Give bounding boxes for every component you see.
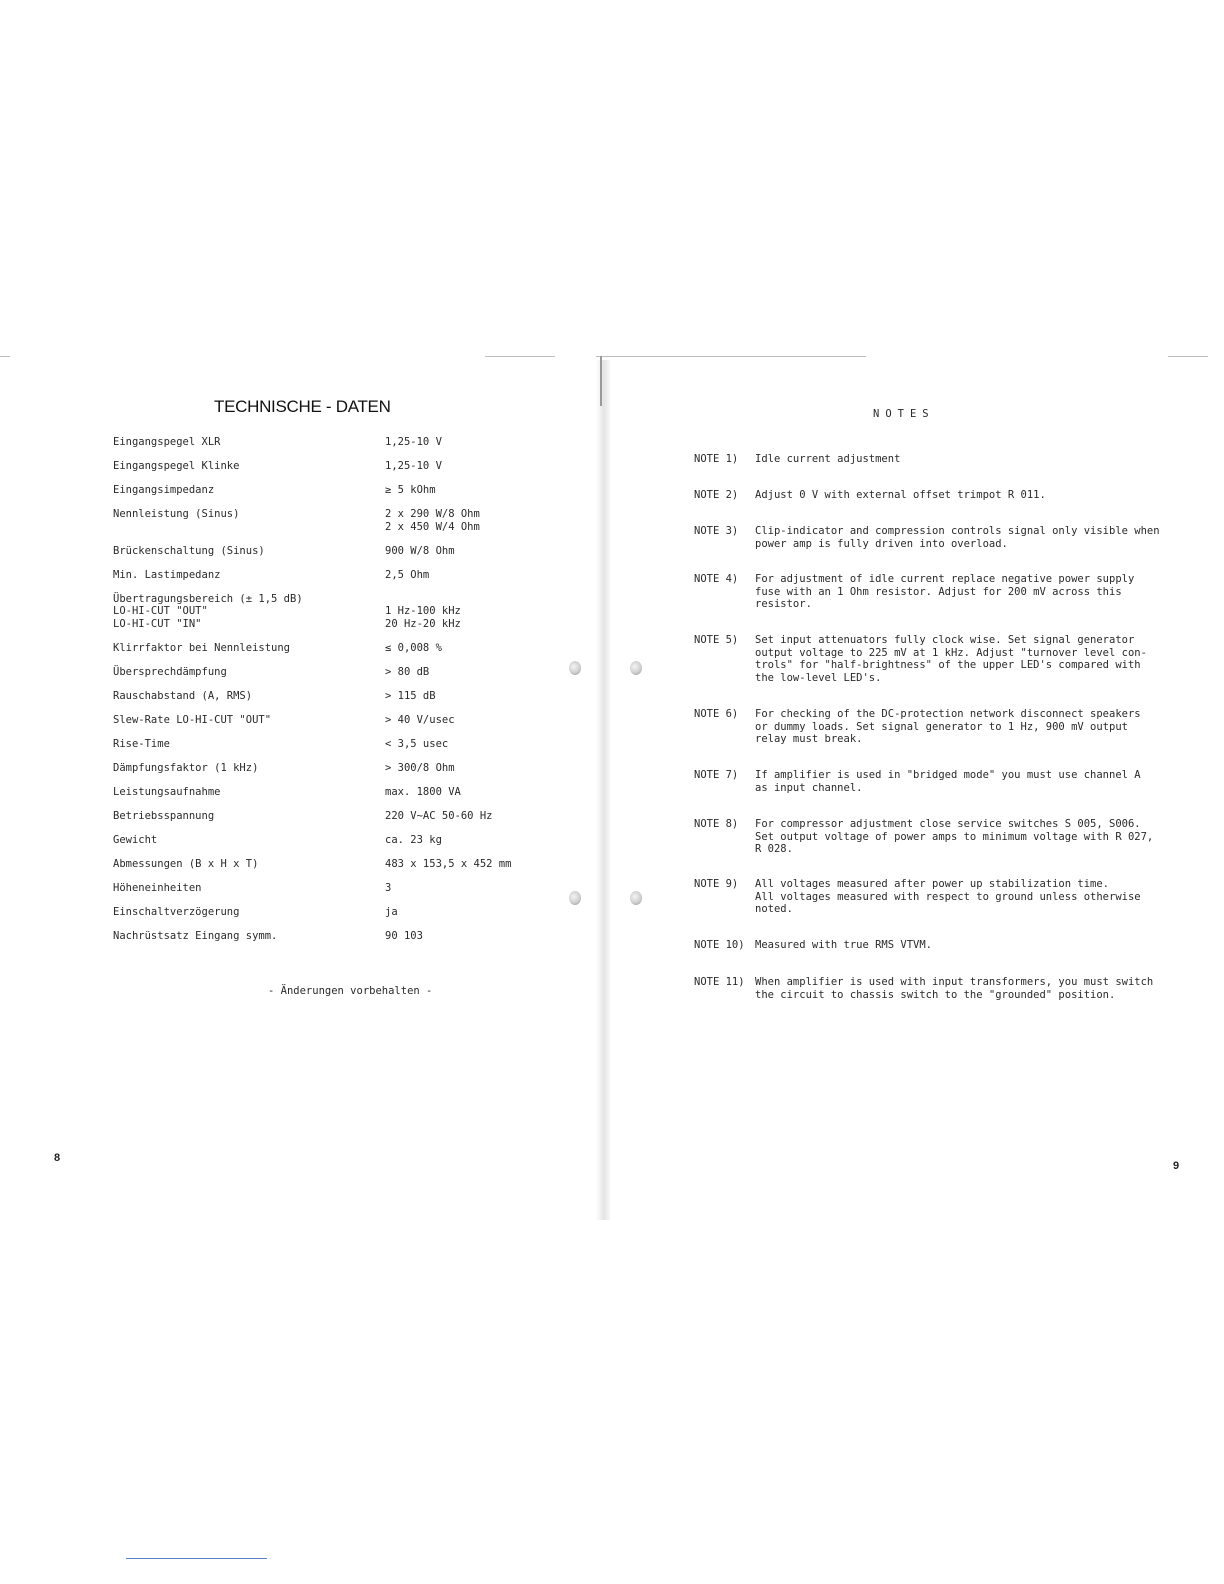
spec-value-line: 1 Hz-100 kHz <box>385 605 461 617</box>
note-item <box>694 708 1155 746</box>
note-text-line: as input channel. <box>755 781 863 794</box>
spec-row <box>113 714 573 727</box>
footer-note: - Änderungen vorbehalten - <box>268 985 433 997</box>
fold-mark <box>600 356 602 406</box>
note-text <box>755 708 1155 746</box>
note-text-line: output voltage to 225 mV at 1 kHz. Adjust "turnover level con- <box>755 646 1147 659</box>
spec-value <box>385 930 423 943</box>
note-text-line: noted. <box>755 903 793 915</box>
spec-label-line: Höheneinheiten <box>113 881 202 894</box>
spec-label-line: Rauschabstand (A, RMS) <box>113 689 253 702</box>
spec-label-line: Rise-Time <box>113 737 170 750</box>
spec-row <box>113 690 573 703</box>
spec-row <box>113 906 573 919</box>
note-item <box>694 634 1155 684</box>
underline-decoration <box>126 1558 267 1559</box>
note-label: NOTE 11) <box>694 976 745 988</box>
spec-label-line: Eingangspegel XLR <box>113 436 221 448</box>
spec-value <box>385 642 442 655</box>
scan-edge-line <box>485 356 555 357</box>
punch-hole <box>630 661 642 675</box>
note-text-line: Measured with true RMS VTVM. <box>755 939 933 951</box>
note-item <box>694 976 1155 1001</box>
spec-value-line: 20 Hz-20 kHz <box>385 617 461 630</box>
note-text <box>755 573 1155 611</box>
note-item <box>694 878 1155 916</box>
spec-value <box>385 786 461 799</box>
spec-row <box>113 810 573 823</box>
spec-label <box>113 882 385 895</box>
spec-value <box>385 738 448 751</box>
note-item <box>694 769 1155 794</box>
spec-value <box>385 714 455 727</box>
spec-value <box>385 858 511 871</box>
note-text-line: the circuit to chassis switch to the "grounded" position. <box>755 988 1116 1001</box>
note-text <box>755 769 1155 794</box>
spec-label <box>113 642 385 655</box>
spec-label <box>113 436 385 449</box>
spec-row <box>113 484 573 497</box>
spec-label-line: LO-HI-CUT "IN" <box>113 617 202 630</box>
spec-value-line: ca. 23 kg <box>385 833 442 846</box>
note-text-line: Set input attenuators fully clock wise. Set signal generator <box>755 634 1135 646</box>
spec-label <box>113 484 385 497</box>
spec-label-line: Nachrüstsatz Eingang symm. <box>113 929 278 942</box>
spec-label-line: Abmessungen (B x H x T) <box>113 857 259 870</box>
note-label: NOTE 7) <box>694 769 739 781</box>
scan-edge-line <box>0 356 10 357</box>
note-text <box>755 489 1155 502</box>
spec-value <box>385 882 391 895</box>
spec-value-line: < 3,5 usec <box>385 737 449 750</box>
spec-label <box>113 714 385 727</box>
spec-value <box>385 460 442 473</box>
spec-value-line: 220 V~AC 50-60 Hz <box>385 809 493 822</box>
spec-label <box>113 593 385 631</box>
spec-row <box>113 436 573 449</box>
note-text-line: R 028. <box>755 843 793 855</box>
spec-value-line: 483 x 153,5 x 452 mm <box>385 857 512 870</box>
spec-value-line: > 115 dB <box>385 689 436 702</box>
spec-label-line: LO-HI-CUT "OUT" <box>113 605 208 617</box>
spec-label-line: Nennleistung (Sinus) <box>113 508 240 520</box>
spec-value-line: ja <box>385 905 398 918</box>
spec-label-line: Eingangspegel Klinke <box>113 460 240 472</box>
spec-row <box>113 762 573 775</box>
note-item <box>694 489 1155 502</box>
punch-hole <box>630 891 642 905</box>
spec-value-line: 90 103 <box>385 929 423 942</box>
spec-row <box>113 786 573 799</box>
spec-label <box>113 930 385 943</box>
spec-label-line: Slew-Rate LO-HI-CUT "OUT" <box>113 713 272 726</box>
note-label: NOTE 6) <box>694 708 739 720</box>
note-text-line: For compressor adjustment close service switches S 005, S006. <box>755 818 1141 830</box>
spec-label-line: Einschaltverzögerung <box>113 905 240 918</box>
note-label: NOTE 2) <box>694 489 739 501</box>
spec-value-line: 1,25-10 V <box>385 460 442 472</box>
note-text-line: Idle current adjustment <box>755 453 901 465</box>
spec-row <box>113 858 573 871</box>
note-text <box>755 818 1155 856</box>
spec-value <box>385 545 455 558</box>
spec-value-line: > 300/8 Ohm <box>385 761 455 774</box>
spec-label-line: Übersprechdämpfung <box>113 665 227 678</box>
note-text <box>755 976 1155 1001</box>
note-label: NOTE 10) <box>694 939 745 951</box>
spec-value-line: 900 W/8 Ohm <box>385 544 455 557</box>
note-item <box>694 573 1155 611</box>
spec-value <box>385 762 455 775</box>
spec-value-line: 1,25-10 V <box>385 436 442 448</box>
note-text-line: relay must break. <box>755 733 863 745</box>
note-label: NOTE 3) <box>694 525 739 537</box>
note-item <box>694 939 1155 952</box>
spec-label <box>113 834 385 847</box>
spec-label-line: Dämpfungsfaktor (1 kHz) <box>113 761 259 774</box>
page-title: TECHNISCHE - DATEN <box>214 397 391 416</box>
note-text-line: Set output voltage of power amps to minimum voltage with R 027, <box>755 830 1154 843</box>
note-label: NOTE 5) <box>694 634 739 646</box>
note-text <box>755 939 1155 952</box>
note-label: NOTE 4) <box>694 573 739 585</box>
spec-row <box>113 569 573 582</box>
spec-value <box>385 834 442 847</box>
spec-label <box>113 906 385 919</box>
spec-label <box>113 569 385 582</box>
spec-label-line: Übertragungsbereich (± 1,5 dB) <box>113 592 303 605</box>
spec-label <box>113 508 385 533</box>
spec-value-line: > 80 dB <box>385 665 430 678</box>
spec-label-line: Leistungsaufnahme <box>113 785 221 798</box>
spec-label-line: Min. Lastimpedanz <box>113 568 221 581</box>
spec-value <box>385 593 461 631</box>
page-fold <box>596 360 610 1220</box>
spec-value <box>385 666 429 679</box>
spec-label-line: Klirrfaktor bei Nennleistung <box>113 641 291 654</box>
spec-label <box>113 460 385 473</box>
spec-label <box>113 666 385 679</box>
note-text-line: or dummy loads. Set signal generator to 1 Hz, 900 mV output <box>755 720 1128 733</box>
spec-label <box>113 738 385 751</box>
note-text-line: When amplifier is used with input transformers, you must switch <box>755 976 1154 988</box>
spec-row <box>113 460 573 473</box>
note-text <box>755 634 1155 684</box>
spec-list <box>113 436 573 954</box>
spec-value <box>385 508 480 533</box>
note-label: NOTE 8) <box>694 818 739 830</box>
spec-row <box>113 882 573 895</box>
spec-row <box>113 666 573 679</box>
note-text-line: All voltages measured after power up stabilization time. <box>755 878 1110 890</box>
scan-edge-line <box>596 356 866 357</box>
note-item <box>694 453 1155 466</box>
note-text-line: For adjustment of idle current replace negative power supply <box>755 573 1135 585</box>
spec-row <box>113 545 573 558</box>
spec-value <box>385 436 442 449</box>
spec-label <box>113 690 385 703</box>
spec-label <box>113 810 385 823</box>
spec-label <box>113 786 385 799</box>
note-text-line: If amplifier is used in "bridged mode" you must use channel A <box>755 769 1141 781</box>
note-text-line: the low-level LED's. <box>755 671 882 684</box>
spec-label-line: Brückenschaltung (Sinus) <box>113 544 265 557</box>
notes-title: NOTES <box>873 408 935 420</box>
spec-row <box>113 834 573 847</box>
spec-value <box>385 690 436 703</box>
spec-value-line: 2 x 290 W/8 Ohm <box>385 508 480 520</box>
spec-row <box>113 593 573 631</box>
note-text-line: For checking of the DC-protection network disconnect speakers <box>755 708 1141 720</box>
spec-value <box>385 906 398 919</box>
spec-row <box>113 930 573 943</box>
note-text <box>755 525 1160 550</box>
spec-value-line: 3 <box>385 881 392 894</box>
spec-value <box>385 810 492 823</box>
spec-label <box>113 545 385 558</box>
scan-edge-line <box>1168 356 1208 357</box>
note-text-line: power amp is fully driven into overload. <box>755 537 1008 550</box>
spec-value-line: ≤ 0,008 % <box>385 641 442 654</box>
note-text-line: Clip-indicator and compression controls signal only visible when <box>755 525 1160 537</box>
spec-label <box>113 762 385 775</box>
page-number: 8 <box>54 1152 61 1164</box>
note-label: NOTE 1) <box>694 453 739 465</box>
spec-row <box>113 738 573 751</box>
spec-value-line: 2,5 Ohm <box>385 568 430 581</box>
note-text-line: trols" for "half-brightness" of the upper LED's compared with <box>755 659 1141 671</box>
spec-value-line: ≥ 5 kOhm <box>385 484 436 496</box>
spec-value-line <box>385 593 461 606</box>
spec-row <box>113 508 573 533</box>
spec-label-line: Gewicht <box>113 833 158 846</box>
note-text-line: fuse with an 1 Ohm resistor. Adjust for 200 mV across this <box>755 585 1122 598</box>
spec-value <box>385 569 429 582</box>
note-text <box>755 878 1155 916</box>
spec-row <box>113 642 573 655</box>
note-text-line: resistor. <box>755 598 812 610</box>
spec-label <box>113 858 385 871</box>
spec-value-line: max. 1800 VA <box>385 785 461 798</box>
page-number: 9 <box>1173 1160 1180 1172</box>
note-text-line: Adjust 0 V with external offset trimpot R 011. <box>755 489 1046 501</box>
note-item <box>694 818 1155 856</box>
spec-value-line: > 40 V/usec <box>385 713 455 726</box>
note-text <box>755 453 1155 466</box>
note-label: NOTE 9) <box>694 878 739 890</box>
spec-value-line: 2 x 450 W/4 Ohm <box>385 520 480 533</box>
spec-value <box>385 484 436 497</box>
note-item <box>694 525 1160 550</box>
note-text-line: All voltages measured with respect to ground unless otherwise <box>755 890 1141 903</box>
spec-label-line: Eingangsimpedanz <box>113 484 215 496</box>
spec-label-line: Betriebsspannung <box>113 809 215 822</box>
